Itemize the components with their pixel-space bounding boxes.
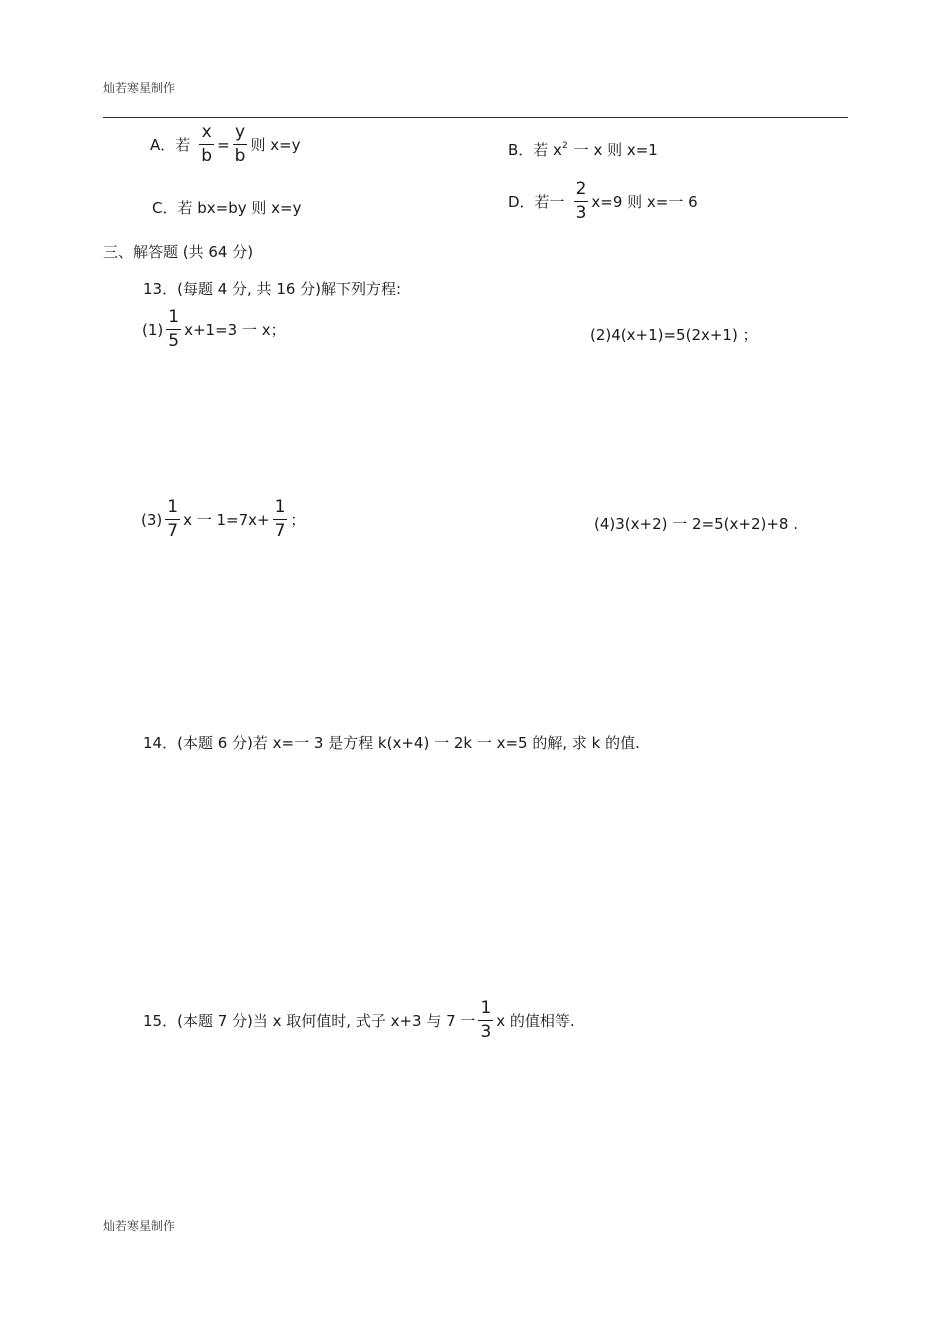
option-b [508, 139, 658, 160]
option-c: C．若 bx=by 则 x=y [152, 199, 302, 217]
option-a-equals: = [217, 135, 230, 154]
section-title: 三、解答题 (共 64 分) [103, 243, 254, 261]
option-b-tail: 一 x 则 x=1 [573, 141, 658, 159]
question-14: 14．(本题 6 分)若 x=一 3 是方程 k(x+4) 一 2k 一 x=5 的解, 求 k 的值. [143, 734, 640, 752]
question-13-part-4: (4)3(x+2) 一 2=5(x+2)+8 . [594, 515, 799, 533]
option-d-fraction: $\frac{2}{3}$ [575, 179, 587, 223]
question-13-part-2: (2)4(x+1)=5(2x+1) ； [590, 326, 758, 344]
option-a-label: A．若 [150, 136, 191, 154]
page-footer: 灿若寒星制作 [103, 1219, 176, 1233]
question-13-part-3: (3) $\frac{1}{7}$ x 一 1=7x+ $\frac{1}{7}$ ； [141, 497, 306, 541]
option-a-fraction-1: $\frac{x}{b}$ [201, 122, 213, 166]
option-a-fraction-2: $\frac{y}{b}$ [234, 122, 246, 166]
page-header: 灿若寒星制作 [103, 81, 176, 95]
option-b-exponent: 2 [561, 140, 568, 151]
option-d [508, 181, 698, 222]
question-13-title: 13．(每题 4 分, 共 16 分)解下列方程: [143, 280, 402, 298]
option-b-label: B．若 x [508, 141, 562, 159]
question-15: 15．(本题 7 分)当 x 取何值时, 式子 x+3 与 7 一 $\frac{1}{3}$ x 的值相等. [143, 998, 575, 1042]
option-a-tail: 则 x=y [250, 136, 301, 154]
q13-p1-fraction: $\frac{1}{5}$ [168, 307, 180, 351]
option-a [150, 124, 301, 165]
option-d-label: D．若一 [508, 193, 565, 211]
header-divider [103, 117, 848, 118]
question-13-part-1: (1) $\frac{1}{5}$ x+1=3 一 x； [142, 307, 286, 351]
q13-p3-fraction-1: $\frac{1}{7}$ [167, 497, 179, 541]
q15-fraction: $\frac{1}{3}$ [480, 998, 492, 1042]
q13-p3-fraction-2: $\frac{1}{7}$ [274, 497, 286, 541]
option-d-tail: x=9 则 x=一 6 [591, 193, 698, 211]
